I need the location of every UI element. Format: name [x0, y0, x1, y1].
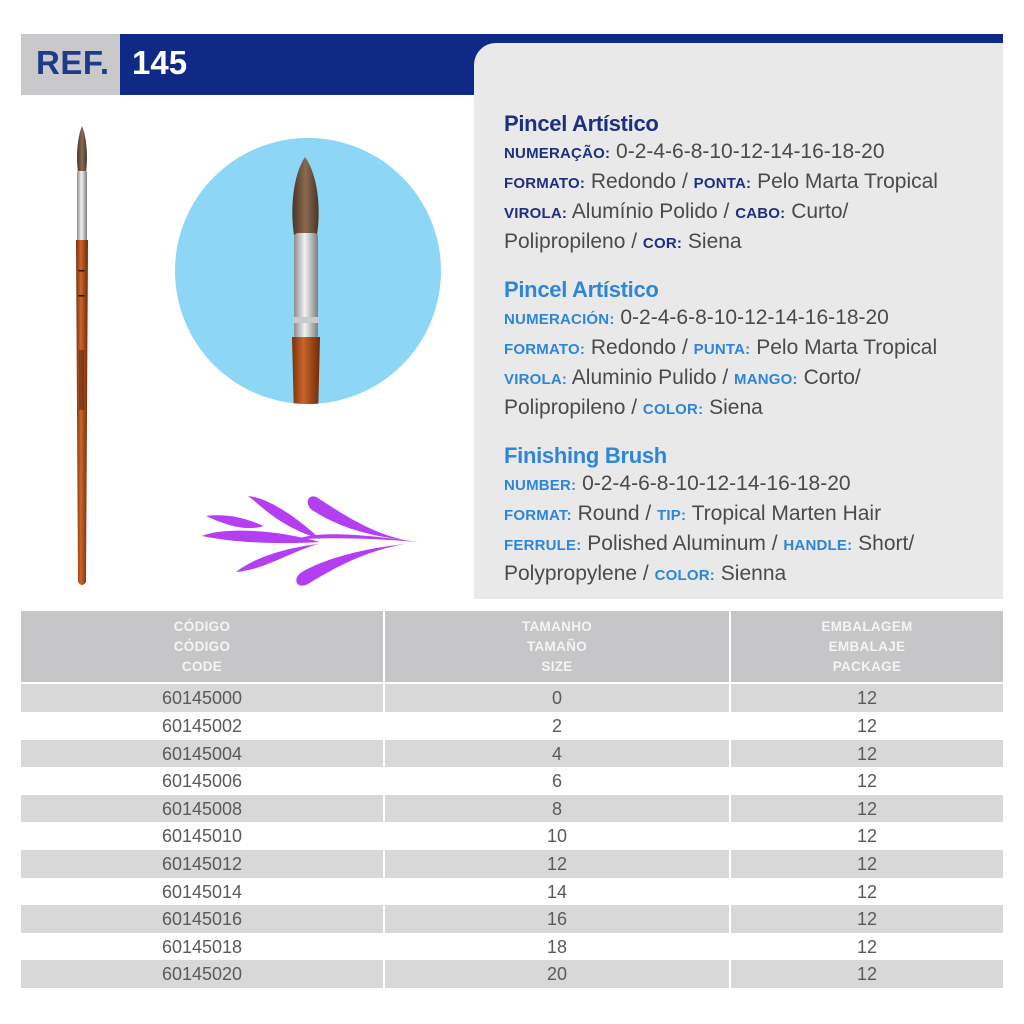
material-line-es	[504, 394, 994, 424]
format-line-pt	[504, 168, 994, 198]
color-key-es: COLOR:	[642, 401, 704, 418]
title-es: Pincel Artístico	[504, 277, 659, 302]
header-size-en: SIZE	[541, 659, 573, 674]
cell-code: 60145016	[21, 905, 383, 933]
header-code-en: CODE	[181, 659, 223, 674]
title-en: Finishing Brush	[504, 443, 667, 468]
cell-code: 60145018	[21, 933, 383, 961]
numbering-line-es	[504, 304, 994, 334]
ferrule-key-pt: VIROLA:	[504, 205, 568, 222]
cell-code: 60145000	[21, 684, 383, 712]
cell-package: 12	[731, 960, 1003, 988]
ferrule-key-en: FERRULE:	[504, 537, 582, 554]
tip-value-en: Tropical Marten Hair	[691, 502, 882, 525]
tip-value-es: Pelo Marta Tropical	[756, 336, 938, 359]
description-portuguese	[504, 110, 994, 258]
table-row	[21, 684, 1003, 712]
numbering-key-en: NUMBER:	[504, 477, 577, 494]
ferrule-line-es	[504, 364, 994, 394]
cell-package: 12	[731, 850, 1003, 878]
material-line-en	[504, 560, 994, 590]
table-header-code	[21, 611, 383, 682]
header-size-pt: TAMANHO	[521, 619, 593, 634]
numbering-value-en: 0-2-4-6-8-10-12-14-16-18-20	[582, 472, 851, 495]
header-code-es: CÓDIGO	[173, 639, 231, 654]
color-key-pt: COR:	[642, 235, 683, 252]
header-package-en: PACKAGE	[832, 659, 902, 674]
cell-size: 14	[385, 878, 729, 906]
material-value-pt: Polipropileno /	[504, 230, 643, 253]
color-value-en: Sienna	[720, 562, 787, 585]
ferrule-line-pt	[504, 198, 994, 228]
table-header-size	[385, 611, 729, 682]
header-size-es: TAMAÑO	[526, 639, 588, 654]
cell-size: 6	[385, 767, 729, 795]
table-row	[21, 933, 1003, 961]
tip-value-pt: Pelo Marta Tropical	[757, 170, 938, 193]
cell-package: 12	[731, 684, 1003, 712]
color-value-pt: Siena	[687, 230, 742, 253]
ref-label: REF.	[36, 44, 110, 81]
cell-size: 20	[385, 960, 729, 988]
cell-package: 12	[731, 933, 1003, 961]
table-row	[21, 740, 1003, 768]
format-value-en: Round /	[577, 502, 658, 525]
cell-code: 60145006	[21, 767, 383, 795]
numbering-value-pt: 0-2-4-6-8-10-12-14-16-18-20	[616, 140, 885, 163]
numbering-line-en	[504, 470, 994, 500]
handle-key-pt: CABO:	[735, 205, 786, 222]
handle-value-es: Corto/	[803, 366, 861, 389]
description-english	[504, 442, 994, 590]
handle-value-pt: Curto/	[791, 200, 849, 223]
cell-size: 16	[385, 905, 729, 933]
table-row	[21, 712, 1003, 740]
cell-code: 60145002	[21, 712, 383, 740]
cell-size: 8	[385, 795, 729, 823]
table-row	[21, 767, 1003, 795]
material-value-es: Polipropileno /	[504, 396, 643, 419]
description-spanish	[504, 276, 994, 424]
table-row	[21, 905, 1003, 933]
table-row	[21, 795, 1003, 823]
cell-size: 12	[385, 850, 729, 878]
numbering-line-pt	[504, 138, 994, 168]
handle-key-en: HANDLE:	[783, 537, 853, 554]
full-brush-image	[60, 120, 105, 590]
cell-code: 60145004	[21, 740, 383, 768]
table-row	[21, 822, 1003, 850]
format-value-es: Redondo /	[590, 336, 694, 359]
brush-closeup-circle	[174, 137, 442, 405]
cell-package: 12	[731, 905, 1003, 933]
ref-number: 145	[132, 44, 188, 81]
cell-size: 2	[385, 712, 729, 740]
cell-code: 60145014	[21, 878, 383, 906]
format-line-es	[504, 334, 994, 364]
ferrule-value-es: Aluminio Pulido /	[571, 366, 735, 389]
color-key-en: COLOR:	[654, 567, 715, 584]
ferrule-line-en	[504, 530, 994, 560]
cell-package: 12	[731, 740, 1003, 768]
cell-package: 12	[731, 712, 1003, 740]
format-line-en	[504, 500, 994, 530]
header-package-pt: EMBALAGEM	[821, 619, 913, 634]
cell-size: 4	[385, 740, 729, 768]
handle-value-en: Short/	[858, 532, 915, 555]
ferrule-value-pt: Alumínio Polido /	[571, 200, 736, 223]
tip-key-en: TIP:	[657, 507, 687, 524]
title-pt: Pincel Artístico	[504, 111, 659, 136]
cell-size: 0	[385, 684, 729, 712]
purple-leaf-spray-icon	[200, 492, 422, 590]
cell-package: 12	[731, 795, 1003, 823]
format-key-en: FORMAT:	[504, 507, 572, 524]
ferrule-value-en: Polished Aluminum /	[587, 532, 784, 555]
handle-key-es: MANGO:	[734, 371, 798, 388]
material-value-en: Polypropylene /	[504, 562, 655, 585]
cell-code: 60145020	[21, 960, 383, 988]
numbering-key-es: NUMERACIÓN:	[504, 311, 615, 328]
format-key-pt: FORMATO:	[504, 175, 586, 192]
table-row	[21, 878, 1003, 906]
cell-size: 18	[385, 933, 729, 961]
cell-code: 60145008	[21, 795, 383, 823]
material-line-pt	[504, 228, 994, 258]
tip-key-es: PUNTA:	[693, 341, 751, 358]
color-value-es: Siena	[709, 396, 763, 419]
tip-key-pt: PONTA:	[693, 175, 752, 192]
cell-code: 60145010	[21, 822, 383, 850]
table-header-package	[731, 611, 1003, 682]
cell-package: 12	[731, 822, 1003, 850]
format-value-pt: Redondo /	[590, 170, 694, 193]
table-row	[21, 960, 1003, 988]
cell-package: 12	[731, 878, 1003, 906]
table-row	[21, 850, 1003, 878]
format-key-es: FORMATO:	[504, 341, 586, 358]
numbering-key-pt: NUMERAÇÃO:	[504, 145, 611, 162]
numbering-value-es: 0-2-4-6-8-10-12-14-16-18-20	[620, 306, 889, 329]
header-code-pt: CÓDIGO	[173, 619, 231, 634]
cell-package: 12	[731, 767, 1003, 795]
cell-size: 10	[385, 822, 729, 850]
header-package-es: EMBALAJE	[828, 639, 906, 654]
ferrule-key-es: VIROLA:	[504, 371, 568, 388]
cell-code: 60145012	[21, 850, 383, 878]
